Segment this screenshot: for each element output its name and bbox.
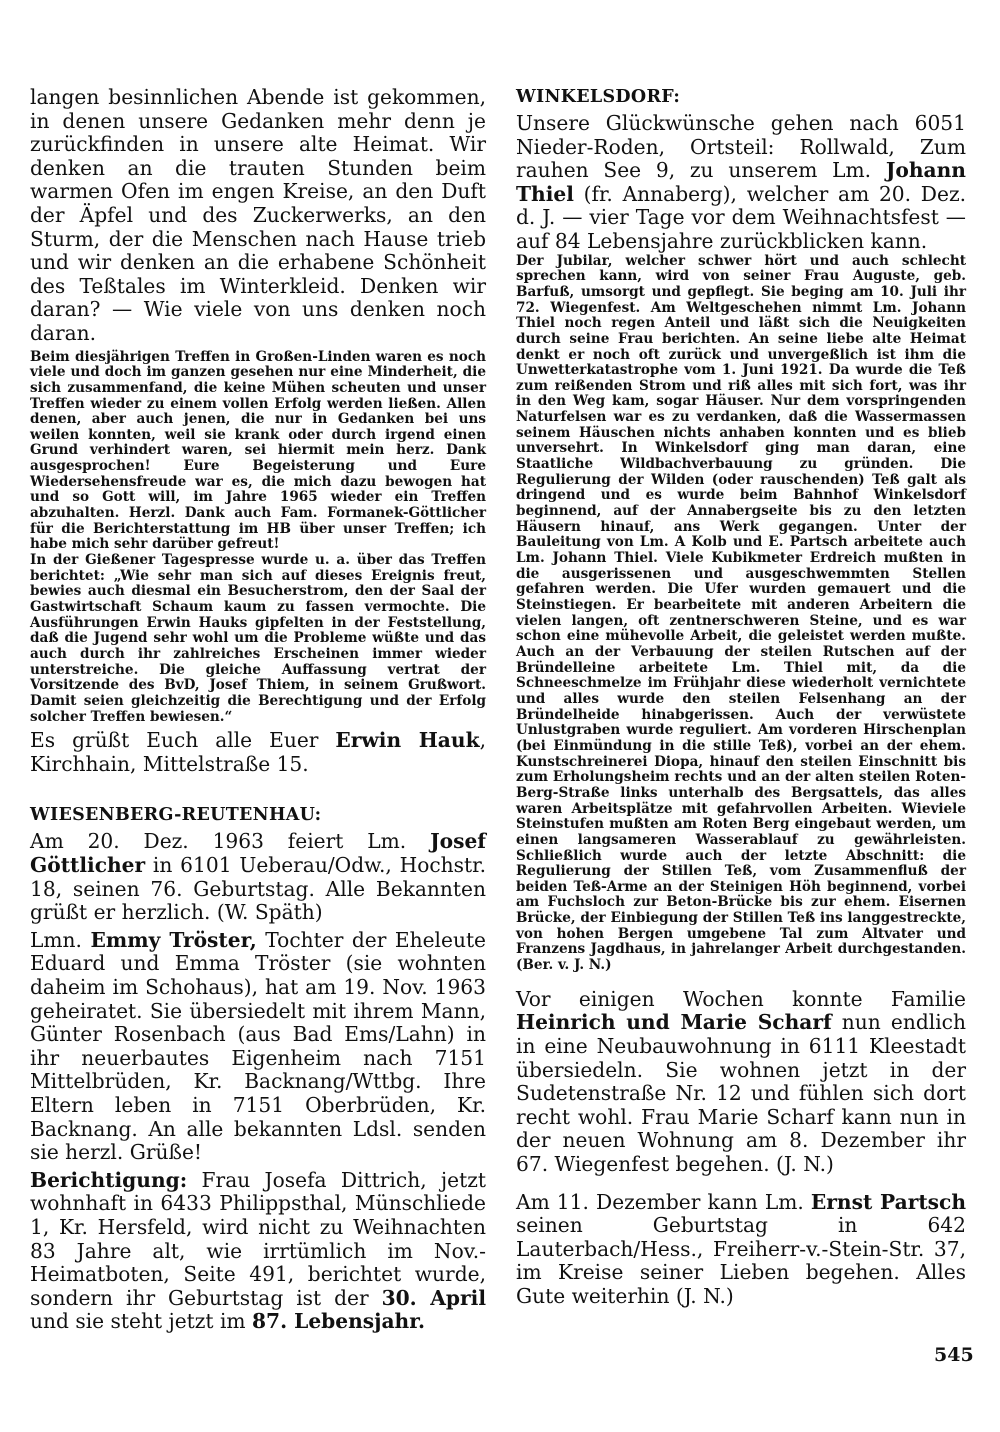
goettlicher-text-pre: Am 20. Dez. 1963 feiert Lm. <box>30 829 431 854</box>
partsch-text-post: seinen Geburtstag in 642 Lauterbach/Hess., Freiherr-v.-Stein-Str. 37, im Kreise seiner Lieben begehen. Alles Gute weiterhin (J. N.) <box>516 1213 966 1308</box>
right-column <box>516 86 966 1308</box>
goettlicher-birthday-paragraph <box>30 830 486 924</box>
intro-paragraph: langen besinnlichen Abende ist gekommen, in denen unsere Gedanken mehr denn je zurückfinden in unsere alte Heimat. Wir denken an die trauten Stunden beim warmen Ofen im engen Kreise, an den Duft der Äpfel und des Zuckerwerks, an den Sturm, der die Menschen nach Hause trieb und wir denken an die erhabene Schönheit des Teßtales im Winterkleid. Denken wir daran? — Wie viele von uns denken noch daran. <box>30 85 486 345</box>
left-column <box>30 86 486 1334</box>
partsch-name: Ernst Partsch <box>810 1189 966 1214</box>
goettlicher-text-post: in 6101 Ueberau/Odw., Hochstr. 18, seinen 76. Geburtstag. Alle Bekannten grüßt er herzlich. (W. Späth) <box>30 853 486 925</box>
goettlicher-name: Josef Göttlicher <box>30 829 486 878</box>
press-quote-paragraph: In der Gießener Tagespresse wurde u. a. über das Treffen berichtet: „Wie sehr man sich auf dieses Ereignis freut, bewies auch diesmal ein Besucherstrom, den der Saal der Gastwirtschaft Schaum kaum zu fassen vermochte. Die Ausführungen Erwin Hauks gipfelten in der Feststellung, daß die Jugend sehr wohl um die Probleme wüßte und das auch durch ihr zahlreiches Erscheinen immer wieder unterstreiche. Die gleiche Auffassung vertrat der Vorsitzende des BvD, Josef Thiem, in seinem Grußwort. Damit seien gleichzeitig die Berechtigung und der Erfolg solcher Treffen bewiesen.“ <box>30 552 486 725</box>
section-heading-winkelsdorf: WINKELSDORF: <box>516 87 681 107</box>
troester-wedding-paragraph <box>30 929 486 1165</box>
correction-label: Berichtigung: <box>30 1167 188 1192</box>
thiel-birthday-paragraph <box>516 112 966 254</box>
thiel-text-pre: Unsere Glückwünsche gehen nach 6051 Nieder-Roden, Ortsteil: Rollwald, Zum rauhen See 9, zu unserem Lm. <box>516 111 966 183</box>
greeting-text: Es grüßt Euch alle Euer <box>30 728 336 753</box>
thiel-text-post: (fr. Annaberg), welcher am 20. Dez. d. J. — vier Tage vor dem Weihnachtsfest — auf 84 Lebensjahre zurückblicken kann. <box>516 181 966 253</box>
greeting-address: , Kirchhain, Mittelstraße 15. <box>30 728 486 776</box>
scharf-text-post: nun endlich in eine Neubauwohnung in 6111 Kleestadt übersiedeln. Sie wohnen jetzt in der Sudetenstraße Nr. 12 und fühlen sich dort recht wohl. Frau Marie Scharf kann nun in der neuen Wohnung am 8. Dezember ihr 67. Wiegenfest begehen. (J. N.) <box>516 1010 966 1176</box>
scharf-move-paragraph <box>516 988 966 1177</box>
section-heading-wiesenberg: WIESENBERG-REUTENHAU: <box>30 805 322 826</box>
correction-paragraph <box>30 1169 486 1334</box>
greeting-signature <box>30 729 486 776</box>
scharf-name: Heinrich und Marie Scharf <box>516 1010 832 1035</box>
page-number: 545 <box>934 1344 974 1366</box>
correction-text-1: Frau Josefa Dittrich, jetzt wohnhaft in 6433 Philippsthal, Münschliede 1, Kr. Hersfeld, wird nicht zu Weihnachten 83 Jahre alt, wie irrtümlich im Nov.-Heimatboten, Seite 491, berichtet wurde, sondern ihr Geburtstag ist der <box>30 1167 486 1310</box>
troester-text-post: Tochter der Eheleute Eduard und Emma Tröster (sie wohnten daheim im Schohaus), hat am 19. Nov. 1963 geheiratet. Sie übersiedelt mit ihrem Mann, Günter Rosenbach (aus Bad Ems/Lahn) in ihr neuerbautes Eigenheim nach 7151 Mittelbrüden, Kr. Backnang/Wttbg. Ihre Eltern leben in 7151 Oberbrüden, Kr. Backnang. An alle bekannten Ldsl. senden sie herzl. Grüße! <box>30 927 487 1165</box>
scharf-text-pre: Vor einigen Wochen konnte Familie <box>516 986 966 1011</box>
partsch-birthday-paragraph <box>516 1191 966 1309</box>
thiel-name: Johann Thiel <box>516 158 966 206</box>
troester-name: Emmy Tröster, <box>90 927 257 952</box>
troester-text-pre: Lmn. <box>30 927 91 952</box>
meeting-report-paragraph: Beim diesjährigen Treffen in Großen-Linden waren es noch viele und doch im ganzen gesehen nur eine Minderheit, die sich zusammenfand, die keine Mühen scheuten und unser Treffen wieder zu einem vollen Erfolg werden ließen. Allen denen, aber auch jenen, die nur in Gedanken bei uns weilen konnten, weil sie krank oder durch irgend einen Grund verhindert waren, sei hiermit mein herz. Dank ausgesprochen! Eure Begeisterung und Eure Wiedersehensfreude war es, die mich dazu bewogen hat und so Gott will, im Jahre 1965 wieder ein Treffen abzuhalten. Herzl. Dank auch Fam. Formanek-Göttlicher für die Berichterstattung im HB über unser Treffen; ich habe mich sehr darüber gefreut! <box>30 348 486 553</box>
correction-year: 87. Lebensjahr. <box>251 1309 426 1334</box>
thiel-report-paragraph: Der Jubilar, welcher schwer hört und auch schlecht sprechen kann, wird von seiner Frau Auguste, geb. Barfuß, umsorgt und gepflegt. Sie beging am 10. Juli ihr 72. Wiegenfest. Am Weltgeschehen nimmt Lm. Johann Thiel noch regen Anteil und läßt sich die Neuigkeiten durch seine Frau berichten. An seine liebe alte Heimat denkt er noch oft zurück und unvergeßlich ist ihm die Unwetterkatastrophe vom 1. Juni 1921. Da wurde die Teß zum reißenden Strom und riß alles mit sich fort, was ihr in den Weg kam, sogar Häuser. Nur dem vorspringenden Naturfelsen war es zu verdanken, daß die Wassermassen seinem Häuschen nichts anhaben konnten und es blieb unversehrt. In Winkelsdorf ging man daran, eine Staatliche Wildbachverbauung zu gründen. Die Regulierung der Wilden (oder rauschenden) Teß galt als dringend und es wurde beim Bahnhof Winkelsdorf beginnend, auf der Annabergseite bis zu den letzten Häusern hinauf, ans Werk gegangen. Unter der Bauleitung von Lm. A Kolb und E. Partsch arbeitete auch Lm. Johann Thiel. Viele Kubikmeter Erdreich mußten in die ausgerissenen und ausgeschwemmten Stellen gefahren werden. Die Ufer wurden gemauert und die Steinstiegen. Er bearbeitete mit anderen Arbeitern die vielen langen, oft zentnerschweren Steine, und es war schon eine mühevolle Arbeit, die geleistet werden mußte. Auch an der Verbauung der steilen Rutschen auf der Bründelleine arbeitete Lm. Thiel mit, da die Schneeschmelze im Frühjahr diese wiederholt vernichtete und alles wurde den steilen Felsenhang an der Bründelheide hinabgerissen. Auch der verwüstete Unlustgraben wurde reguliert. Am vorderen Hirschenplan (bei Einmündung in die stille Teß), vorbei an der ehem. Kunstschreinerei Diopa, hinauf den steilen Einschnitt bis zum Erholungsheim rechts und an der alten steilen Roten-Berg-Straße links unterhalb des Bergsattels, das alles waren Arbeitsplätze mit gefahrvollen Arbeiten. Wieviele Steinstufen mußten am Roten Berg eingebaut werden, um einen langsameren Wasserablauf zu gewährleisten. Schließlich wurde auch der letzte Abschnitt: die Regulierung der Stillen Teß, vom Zusammenfluß der beiden Teß-Arme an der Steinigen Höh beginnend, vorbei am Fuchsloch zur Beton-Brücke bis zur ehem. Eisernen Brücke, der Einbiegung der Stillen Teß ins langgestreckte, von hohen Bergen umgebene Tal zum Altvater und Franzens Jagdhaus, in jahrelanger Arbeit durchgestanden. (Ber. v. J. N.) <box>516 252 966 974</box>
partsch-text-pre: Am 11. Dezember kann Lm. <box>516 1189 811 1214</box>
greeting-name: Erwin Hauk <box>335 728 480 753</box>
correction-date: 30. April <box>381 1285 487 1310</box>
correction-text-2: und sie steht jetzt im <box>30 1309 252 1334</box>
